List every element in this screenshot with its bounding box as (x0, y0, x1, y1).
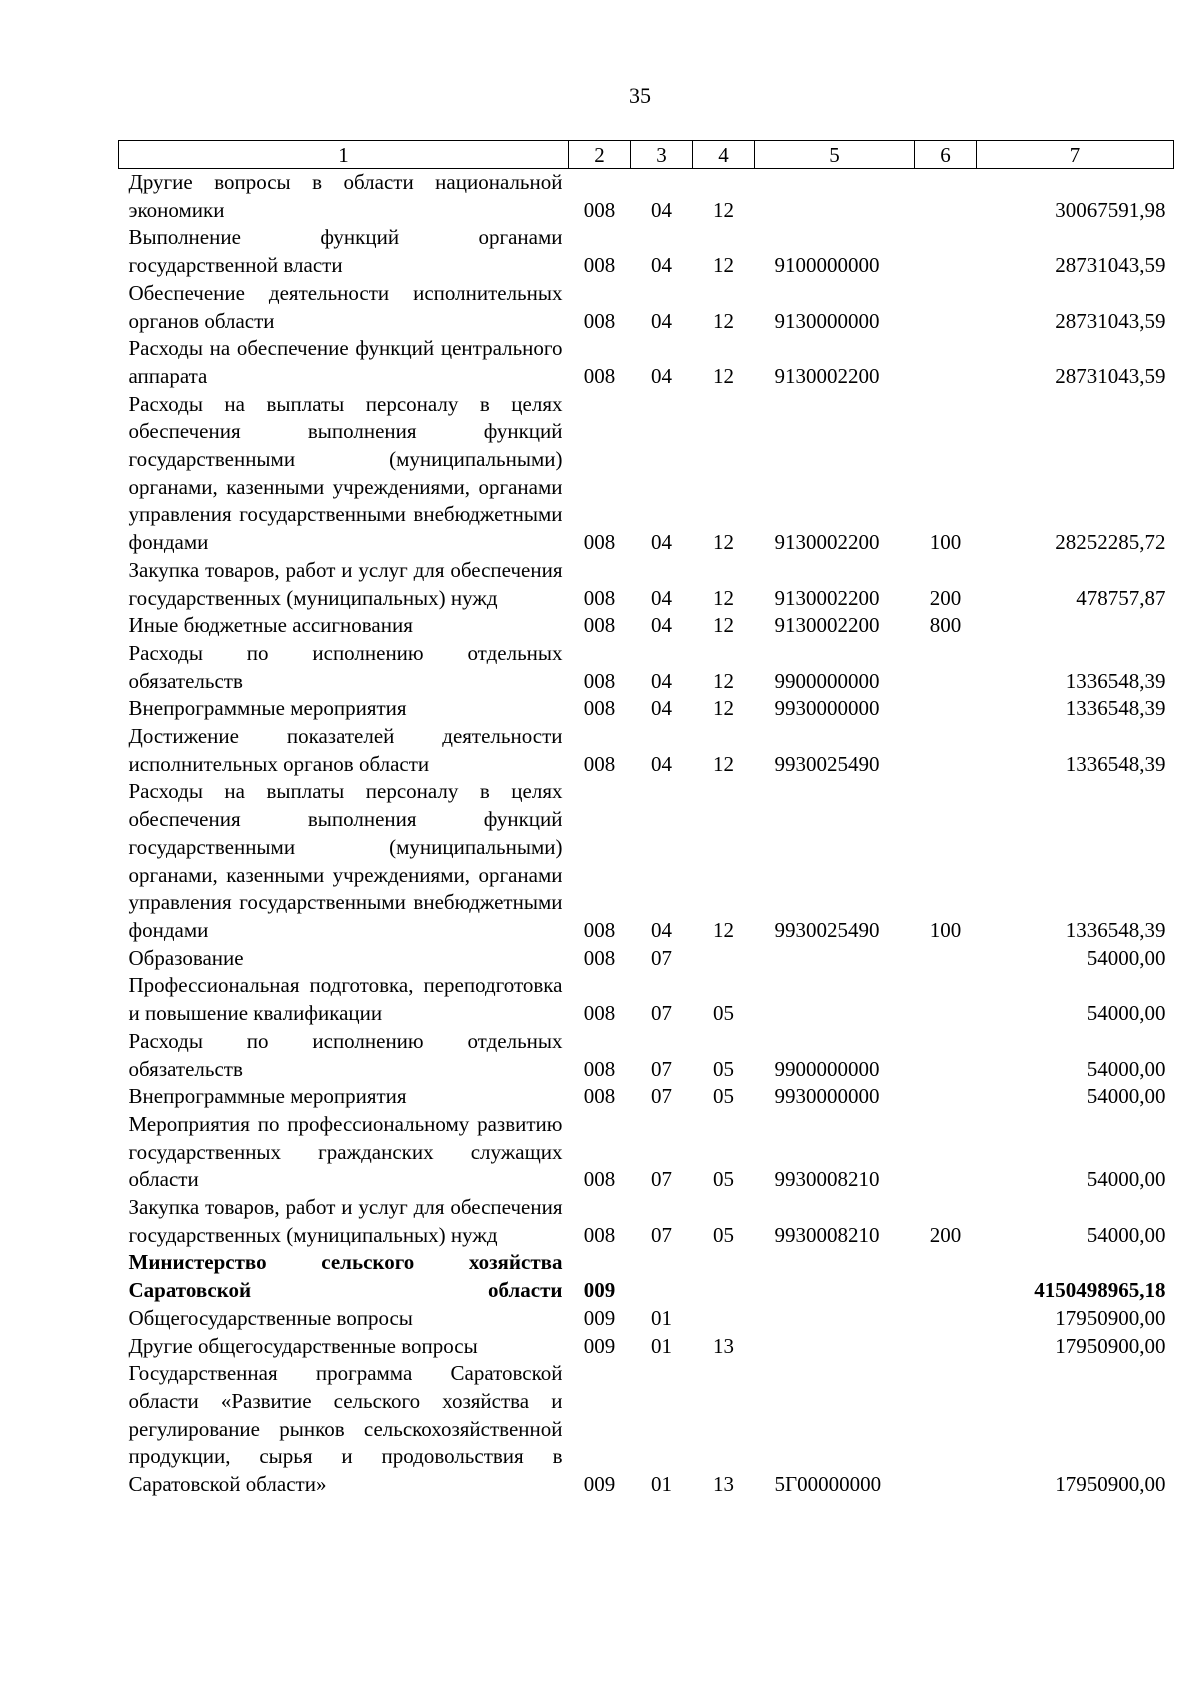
amount-cell: 54000,00 (1086, 1167, 1166, 1192)
amount-cell: 4150498965,18 (1034, 1278, 1166, 1303)
section-code-cell: 04 (651, 308, 672, 333)
table-header-row (119, 141, 1174, 169)
row-name-cell: Другие общегосударственные вопросы (128, 1333, 478, 1358)
row-name-cell: Расходы на обеспечение функций центрального аппарата (128, 336, 563, 388)
section-code-cell: 04 (651, 253, 672, 278)
expense-type-cell (915, 1111, 977, 1194)
table-row (119, 972, 1174, 1027)
section-code-cell: 04 (651, 585, 672, 610)
expense-type-cell (915, 972, 977, 1027)
target-article-cell (755, 945, 915, 973)
row-name-cell: Общегосударственные вопросы (128, 1305, 413, 1330)
chapter-code-cell: 008 (583, 945, 616, 970)
column-header-6: 6 (915, 141, 977, 169)
expense-type-cell (915, 224, 977, 279)
amount-cell (977, 612, 1174, 640)
section-code-cell: 01 (651, 1472, 672, 1497)
amount-cell: 1336548,39 (1065, 917, 1166, 942)
amount-cell: 54000,00 (1086, 1001, 1166, 1026)
column-header-5: 5 (755, 141, 915, 169)
table-row (119, 695, 1174, 723)
chapter-code-cell: 008 (583, 696, 616, 721)
subsection-code-cell: 05 (713, 1056, 734, 1081)
chapter-code-cell: 008 (583, 1222, 616, 1247)
table-row (119, 280, 1174, 335)
subsection-code-cell: 13 (713, 1472, 734, 1497)
row-name-cell: Обеспечение деятельности исполнительных органов области (128, 280, 563, 333)
row-name-cell: Расходы на выплаты персоналу в целях обеспечения выполнения функций государственными (муниципальными) органами, казенными учреждениями, органами управления государственными внебюджетными фондами (128, 779, 563, 942)
amount-cell: 1336548,39 (1065, 696, 1166, 721)
chapter-code-cell: 008 (583, 751, 616, 776)
target-article-cell (755, 1249, 915, 1304)
chapter-code-cell: 008 (583, 253, 616, 278)
subsection-code-cell: 12 (713, 668, 734, 693)
subsection-code-cell: 05 (713, 1167, 734, 1192)
section-code-cell: 07 (651, 1084, 672, 1109)
table-row (119, 224, 1174, 279)
row-name-cell: Профессиональная подготовка, переподготовка и повышение квалификации (128, 973, 563, 1026)
section-code-cell: 07 (651, 1001, 672, 1026)
row-name-cell: Расходы по исполнению отдельных обязательств (128, 640, 563, 693)
expense-type-cell (915, 723, 977, 778)
target-article-cell: 9130002200 (774, 530, 880, 555)
expense-type-cell (915, 1360, 977, 1499)
table-row (119, 1111, 1174, 1194)
amount-cell: 17950900,00 (1055, 1333, 1166, 1358)
table-row (119, 1194, 1174, 1249)
target-article-cell: 9930008210 (774, 1167, 880, 1192)
table-row (119, 640, 1174, 695)
amount-cell: 28731043,59 (1055, 308, 1166, 333)
expense-type-cell (915, 1249, 977, 1304)
column-header-2: 2 (569, 141, 631, 169)
expense-type-cell: 200 (929, 1222, 962, 1247)
section-code-cell: 04 (651, 613, 672, 638)
target-article-cell (755, 169, 915, 225)
section-code-cell: 04 (651, 363, 672, 388)
table-row (119, 612, 1174, 640)
chapter-code-cell: 009 (583, 1333, 616, 1358)
amount-cell: 28731043,59 (1055, 253, 1166, 278)
section-code-cell: 01 (651, 1305, 672, 1330)
target-article-cell: 9930000000 (774, 1084, 880, 1109)
chapter-code-cell: 008 (583, 308, 616, 333)
expense-type-cell: 200 (929, 585, 962, 610)
section-code-cell: 01 (651, 1333, 672, 1358)
chapter-code-cell: 008 (583, 363, 616, 388)
table-row (119, 557, 1174, 612)
section-code-cell: 07 (651, 1167, 672, 1192)
chapter-code-cell: 008 (583, 668, 616, 693)
table-row (119, 1333, 1174, 1361)
subsection-code-cell: 05 (713, 1222, 734, 1247)
subsection-code-cell: 12 (713, 917, 734, 942)
section-code-cell (631, 1249, 693, 1304)
chapter-code-cell: 008 (583, 1167, 616, 1192)
amount-cell: 478757,87 (1076, 585, 1166, 610)
table-row (119, 723, 1174, 778)
row-name-cell: Внепрограммные мероприятия (128, 1084, 407, 1109)
chapter-code-cell: 008 (583, 585, 616, 610)
expense-type-cell (915, 1305, 977, 1333)
expense-type-cell (915, 1028, 977, 1083)
subsection-code-cell (693, 1249, 755, 1304)
amount-cell: 54000,00 (1086, 1084, 1166, 1109)
expense-type-cell (915, 169, 977, 225)
amount-cell: 28731043,59 (1055, 363, 1166, 388)
target-article-cell (755, 972, 915, 1027)
subsection-code-cell: 12 (713, 613, 734, 638)
subsection-code-cell: 12 (713, 696, 734, 721)
table-row (119, 1360, 1174, 1499)
subsection-code-cell: 12 (713, 530, 734, 555)
column-header-7: 7 (977, 141, 1174, 169)
column-header-4: 4 (693, 141, 755, 169)
expense-type-cell: 100 (929, 530, 962, 555)
row-name-cell: Иные бюджетные ассигнования (128, 613, 413, 638)
row-name-cell: Закупка товаров, работ и услуг для обеспечения государственных (муниципальных) нужд (128, 557, 563, 610)
chapter-code-cell: 009 (583, 1278, 616, 1303)
amount-cell: 17950900,00 (1055, 1472, 1166, 1497)
subsection-code-cell: 12 (713, 363, 734, 388)
row-name-cell: Расходы по исполнению отдельных обязательств (128, 1028, 563, 1081)
subsection-code-cell: 13 (713, 1333, 734, 1358)
table-row (119, 1249, 1174, 1304)
target-article-cell (755, 1333, 915, 1361)
chapter-code-cell: 008 (583, 917, 616, 942)
target-article-cell: 5Г00000000 (774, 1472, 882, 1497)
budget-table (118, 140, 1174, 1499)
table-row (119, 945, 1174, 973)
row-name-cell: Внепрограммные мероприятия (128, 696, 407, 721)
expense-type-cell (915, 1333, 977, 1361)
chapter-code-cell: 008 (583, 613, 616, 638)
chapter-code-cell: 008 (583, 1084, 616, 1109)
expense-type-cell (915, 945, 977, 973)
section-code-cell: 04 (651, 668, 672, 693)
row-name-cell: Образование (128, 945, 244, 970)
subsection-code-cell: 12 (713, 197, 734, 222)
row-name-cell: Другие вопросы в области национальной экономики (128, 170, 563, 222)
target-article-cell: 9100000000 (774, 253, 880, 278)
subsection-code-cell (693, 1305, 755, 1333)
section-code-cell: 04 (651, 917, 672, 942)
target-article-cell: 9930025490 (774, 917, 880, 942)
subsection-code-cell: 05 (713, 1001, 734, 1026)
table-row (119, 1305, 1174, 1333)
target-article-cell: 9900000000 (774, 668, 880, 693)
section-code-cell: 04 (651, 530, 672, 555)
table-row (119, 335, 1174, 390)
row-name-cell: Министерство сельского хозяйства Саратовской области (128, 1250, 563, 1303)
chapter-code-cell: 008 (583, 1001, 616, 1026)
chapter-code-cell: 009 (583, 1305, 616, 1330)
amount-cell: 54000,00 (1086, 1056, 1166, 1081)
subsection-code-cell: 05 (713, 1084, 734, 1109)
subsection-code-cell (693, 945, 755, 973)
amount-cell: 17950900,00 (1055, 1305, 1166, 1330)
subsection-code-cell: 12 (713, 751, 734, 776)
table-row (119, 1028, 1174, 1083)
chapter-code-cell: 009 (583, 1472, 616, 1497)
target-article-cell: 9930025490 (774, 751, 880, 776)
expense-type-cell (915, 335, 977, 390)
page-number: 35 (629, 83, 651, 108)
target-article-cell: 9930000000 (774, 696, 880, 721)
expense-type-cell (915, 1083, 977, 1111)
table-body (119, 169, 1174, 1499)
subsection-code-cell: 12 (713, 253, 734, 278)
row-name-cell: Закупка товаров, работ и услуг для обеспечения государственных (муниципальных) нужд (128, 1195, 563, 1247)
chapter-code-cell: 008 (583, 1056, 616, 1081)
row-name-cell: Достижение показателей деятельности исполнительных органов области (128, 724, 563, 776)
row-name-cell: Мероприятия по профессиональному развитию государственных гражданских служащих области (128, 1111, 563, 1192)
column-header-1: 1 (119, 141, 569, 169)
target-article-cell: 9130002200 (774, 613, 880, 638)
amount-cell: 1336548,39 (1065, 751, 1166, 776)
amount-cell: 30067591,98 (1055, 197, 1166, 222)
amount-cell: 54000,00 (1086, 1222, 1166, 1247)
chapter-code-cell: 008 (583, 530, 616, 555)
section-code-cell: 04 (651, 197, 672, 222)
section-code-cell: 07 (651, 1222, 672, 1247)
expense-type-cell (915, 280, 977, 335)
chapter-code-cell: 008 (583, 197, 616, 222)
section-code-cell: 07 (651, 945, 672, 970)
row-name-cell: Расходы на выплаты персоналу в целях обеспечения выполнения функций государственными (муниципальными) органами, казенными учреждениями, органами управления государственными внебюджетными фондами (128, 391, 563, 555)
table-row (119, 778, 1174, 944)
expense-type-cell: 800 (929, 613, 962, 638)
section-code-cell: 04 (651, 751, 672, 776)
expense-type-cell: 100 (929, 917, 962, 942)
target-article-cell: 9130002200 (774, 363, 880, 388)
target-article-cell: 9130002200 (774, 585, 880, 610)
amount-cell: 28252285,72 (1055, 530, 1166, 555)
subsection-code-cell: 12 (713, 308, 734, 333)
section-code-cell: 04 (651, 696, 672, 721)
column-header-3: 3 (631, 141, 693, 169)
expense-type-cell (915, 640, 977, 695)
table-row (119, 169, 1174, 225)
target-article-cell (755, 1305, 915, 1333)
target-article-cell: 9930008210 (774, 1222, 880, 1247)
target-article-cell: 9900000000 (774, 1056, 880, 1081)
expense-type-cell (915, 695, 977, 723)
target-article-cell: 9130000000 (774, 308, 880, 333)
amount-cell: 54000,00 (1086, 945, 1166, 970)
row-name-cell: Выполнение функций органами государственной власти (128, 225, 563, 278)
section-code-cell: 07 (651, 1056, 672, 1081)
amount-cell: 1336548,39 (1065, 668, 1166, 693)
subsection-code-cell: 12 (713, 585, 734, 610)
row-name-cell: Государственная программа Саратовской области «Развитие сельского хозяйства и регулирование рынков сельскохозяйственной продукции, сырья и продовольствия в Саратовской области» (128, 1361, 563, 1497)
table-row (119, 391, 1174, 557)
table-row (119, 1083, 1174, 1111)
